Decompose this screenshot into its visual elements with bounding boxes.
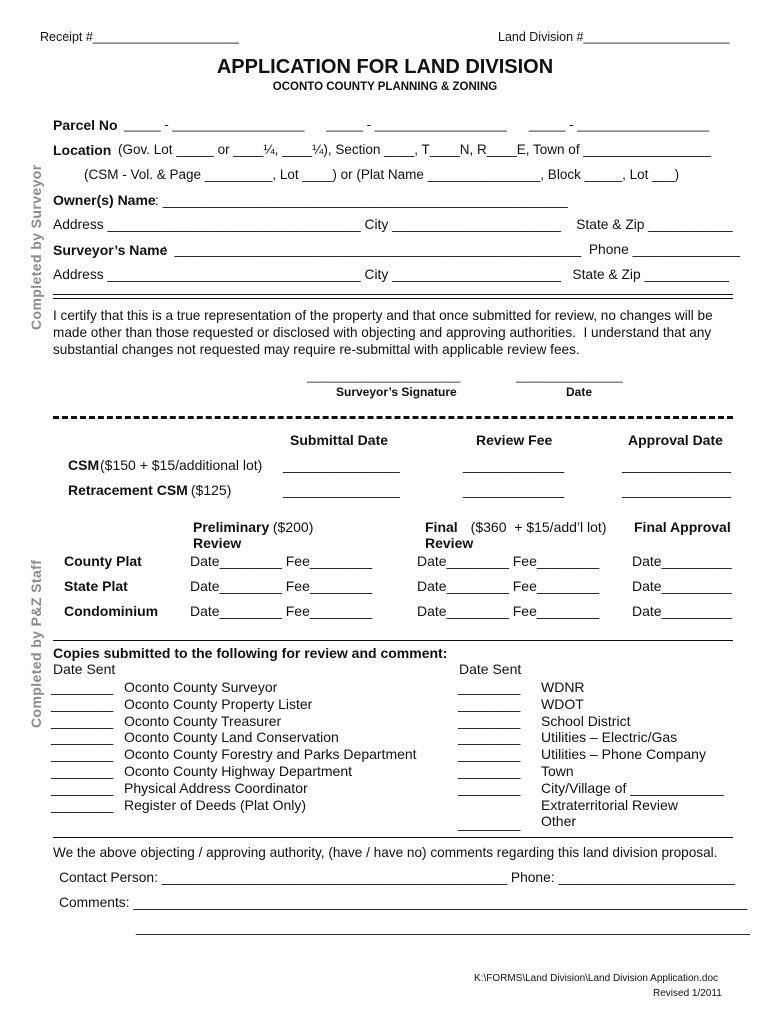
owner-name-field[interactable]: : ____________________________________________________ <box>155 192 568 208</box>
csm-submittal-date[interactable]: _______________ <box>283 457 400 473</box>
right-date-sent-blank[interactable]: ________ <box>458 746 521 763</box>
location-label: Location <box>53 142 112 158</box>
land-division-number: Land Division #_____________________ <box>498 30 730 44</box>
comment-statement: We the above objecting / approving authority, (have / have no) comments regarding this land division proposal. <box>53 845 718 860</box>
file-path: K:\FORMS\Land Division\Land Division Application.doc <box>474 973 719 984</box>
left-agency-item: Oconto County Treasurer <box>124 712 282 729</box>
right-agency-item: Extraterritorial Review <box>541 796 678 813</box>
date-sent-left-header: Date Sent <box>53 661 116 677</box>
csm-fee: ($150 + $15/additional lot) <box>100 457 263 473</box>
right-agency-item: School District <box>541 712 631 729</box>
state-plat-label: State Plat <box>64 578 128 594</box>
date-sent-right-header: Date Sent <box>459 661 522 677</box>
right-date-sent-blank[interactable]: ________ <box>458 729 521 746</box>
surveyor-name-label: Surveyor’s Name <box>53 242 168 258</box>
right-agency-item: Other <box>541 813 577 830</box>
owner-name-label: Owner(s) Name <box>53 192 156 208</box>
right-agency-item: Town <box>541 763 574 779</box>
condominium-prelim[interactable]: Date________ Fee________ <box>190 603 373 619</box>
csm-plat-fields[interactable]: (CSM - Vol. & Page _________, Lot ____) or (Plat Name _______________, Block _____, Lot ___) <box>84 167 680 182</box>
page-subtitle: OCONTO COUNTY PLANNING & ZONING <box>272 81 498 93</box>
left-date-sent-blank[interactable]: ________ <box>51 796 114 813</box>
right-date-sent-blank[interactable]: ________ <box>458 679 521 695</box>
section-divider <box>53 294 733 295</box>
parcel-number-blanks[interactable]: _____ - __________________ _____ - __________________ _____ - __________________ <box>124 117 710 132</box>
surveyor-name-field[interactable]: : _____________________________________________________ Phone ______________ <box>163 242 740 257</box>
right-agency-item: Utilities – Phone Company <box>541 746 706 763</box>
location-fields[interactable]: (Gov. Lot _____ or ____¼, ____¼), Section ____, T____N, R____E, Town of _________________ <box>118 142 711 157</box>
final-approval-header: Final Approval <box>634 519 731 535</box>
section-divider <box>53 298 733 299</box>
right-date-sent-blank[interactable]: ________ <box>458 763 521 779</box>
condominium-label: Condominium <box>64 603 159 619</box>
preliminary-review-label-2: Review <box>193 535 242 551</box>
parcel-label: Parcel No <box>53 117 118 133</box>
cut-line <box>53 416 733 419</box>
county-plat-approval[interactable]: Date_________ <box>632 553 732 569</box>
copies-heading: Copies submitted to the following for review and comment: <box>53 645 448 661</box>
preliminary-review-fee: ($200) <box>269 519 314 535</box>
staff-side-label: Completed by P&Z Staff <box>28 559 44 728</box>
left-agency-item: Physical Address Coordinator <box>124 779 308 796</box>
csm-review-fee[interactable]: _____________ <box>463 457 565 473</box>
right-date-sent-blank[interactable]: ________ <box>458 695 521 712</box>
right-agency-item: Utilities – Electric/Gas <box>541 729 678 746</box>
page-title: APPLICATION FOR LAND DIVISION <box>216 56 554 78</box>
csm-label: CSM <box>68 457 100 473</box>
left-agency-item: Oconto County Surveyor <box>124 679 278 695</box>
left-agency-item: Oconto County Highway Department <box>124 763 352 779</box>
revision-date: Revised 1/2011 <box>653 988 722 999</box>
right-date-sent-blank[interactable]: ________ <box>458 815 521 832</box>
final-review-fee: ($360 + $15/add’l lot) <box>459 519 607 535</box>
contact-person-field[interactable]: Contact Person: _____________________________________________ Phone: _______________________ <box>59 870 735 885</box>
signature-date-label: Date <box>566 385 593 399</box>
signature-label: Surveyor’s Signature <box>336 385 457 399</box>
left-date-sent-blank[interactable]: ________ <box>51 679 114 695</box>
signature-line[interactable]: _______________________ <box>307 369 461 383</box>
retracement-csm-fee: ($125) <box>187 482 232 498</box>
approval-date-header: Approval Date <box>628 432 723 448</box>
retracement-approval-date[interactable]: ______________ <box>622 482 732 498</box>
section-divider <box>53 837 733 838</box>
left-date-sent-blank[interactable]: ________ <box>51 712 114 729</box>
final-review-label-2: Review <box>425 535 474 551</box>
left-agency-item: Register of Deeds (Plat Only) <box>124 796 307 813</box>
right-date-sent-blank[interactable]: ________ <box>458 779 521 796</box>
section-divider <box>53 640 733 641</box>
state-plat-approval[interactable]: Date_________ <box>632 578 732 594</box>
retracement-submittal-date[interactable]: _______________ <box>283 482 400 498</box>
county-plat-label: County Plat <box>64 553 142 569</box>
right-agency-item: City/Village of ____________ <box>541 779 724 796</box>
county-plat-final[interactable]: Date________ Fee________ <box>417 553 600 569</box>
preliminary-review-label: Preliminary <box>193 519 270 535</box>
left-agency-item: Oconto County Forestry and Parks Department <box>124 746 417 763</box>
final-review-label: Final <box>425 519 458 535</box>
certify-line-2: made other than those requested or disclosed with objecting and approving authorities. I understand that any <box>53 325 712 340</box>
left-date-sent-blank[interactable]: ________ <box>51 695 114 712</box>
condominium-approval[interactable]: Date_________ <box>632 603 732 619</box>
review-fee-header: Review Fee <box>476 432 553 448</box>
owner-address-field[interactable]: Address _________________________________ City ______________________ State & Zip ___________ <box>53 217 733 232</box>
certify-line-3: substantial changes not requested may require re-submittal with applicable review fees. <box>53 342 580 357</box>
county-plat-prelim[interactable]: Date________ Fee________ <box>190 553 373 569</box>
surveyor-side-label: Completed by Surveyor <box>28 164 44 330</box>
left-agency-item: Oconto County Property Lister <box>124 695 313 712</box>
left-date-sent-blank[interactable]: ________ <box>51 763 114 779</box>
comments-field[interactable]: Comments: ________________________________________________________________________________ <box>59 895 748 910</box>
certify-line-1: I certify that this is a true representation of the property and that once submitted for review, no changes will be <box>53 308 713 323</box>
retracement-review-fee[interactable]: _____________ <box>463 482 565 498</box>
submittal-date-header: Submittal Date <box>290 432 389 448</box>
csm-approval-date[interactable]: ______________ <box>622 457 732 473</box>
signature-date-line[interactable]: ________________ <box>516 369 623 383</box>
left-agency-item: Oconto County Land Conservation <box>124 729 339 746</box>
condominium-final[interactable]: Date________ Fee________ <box>417 603 600 619</box>
left-date-sent-blank[interactable]: ________ <box>51 746 114 763</box>
surveyor-address-field[interactable]: Address _________________________________ City ______________________ State & Zip ___________ <box>53 267 729 282</box>
right-date-sent-blank[interactable]: ________ <box>458 712 521 729</box>
state-plat-final[interactable]: Date________ Fee________ <box>417 578 600 594</box>
right-agency-item: WDNR <box>541 679 585 695</box>
left-date-sent-blank[interactable]: ________ <box>51 729 114 746</box>
state-plat-prelim[interactable]: Date________ Fee________ <box>190 578 373 594</box>
retracement-csm-label: Retracement CSM <box>68 482 188 498</box>
right-agency-item: WDOT <box>541 695 584 712</box>
receipt-number: Receipt #_____________________ <box>40 30 239 44</box>
left-date-sent-blank[interactable]: ________ <box>51 779 114 796</box>
comments-field-line-2[interactable]: ________________________________________________________________________________ <box>136 920 750 935</box>
